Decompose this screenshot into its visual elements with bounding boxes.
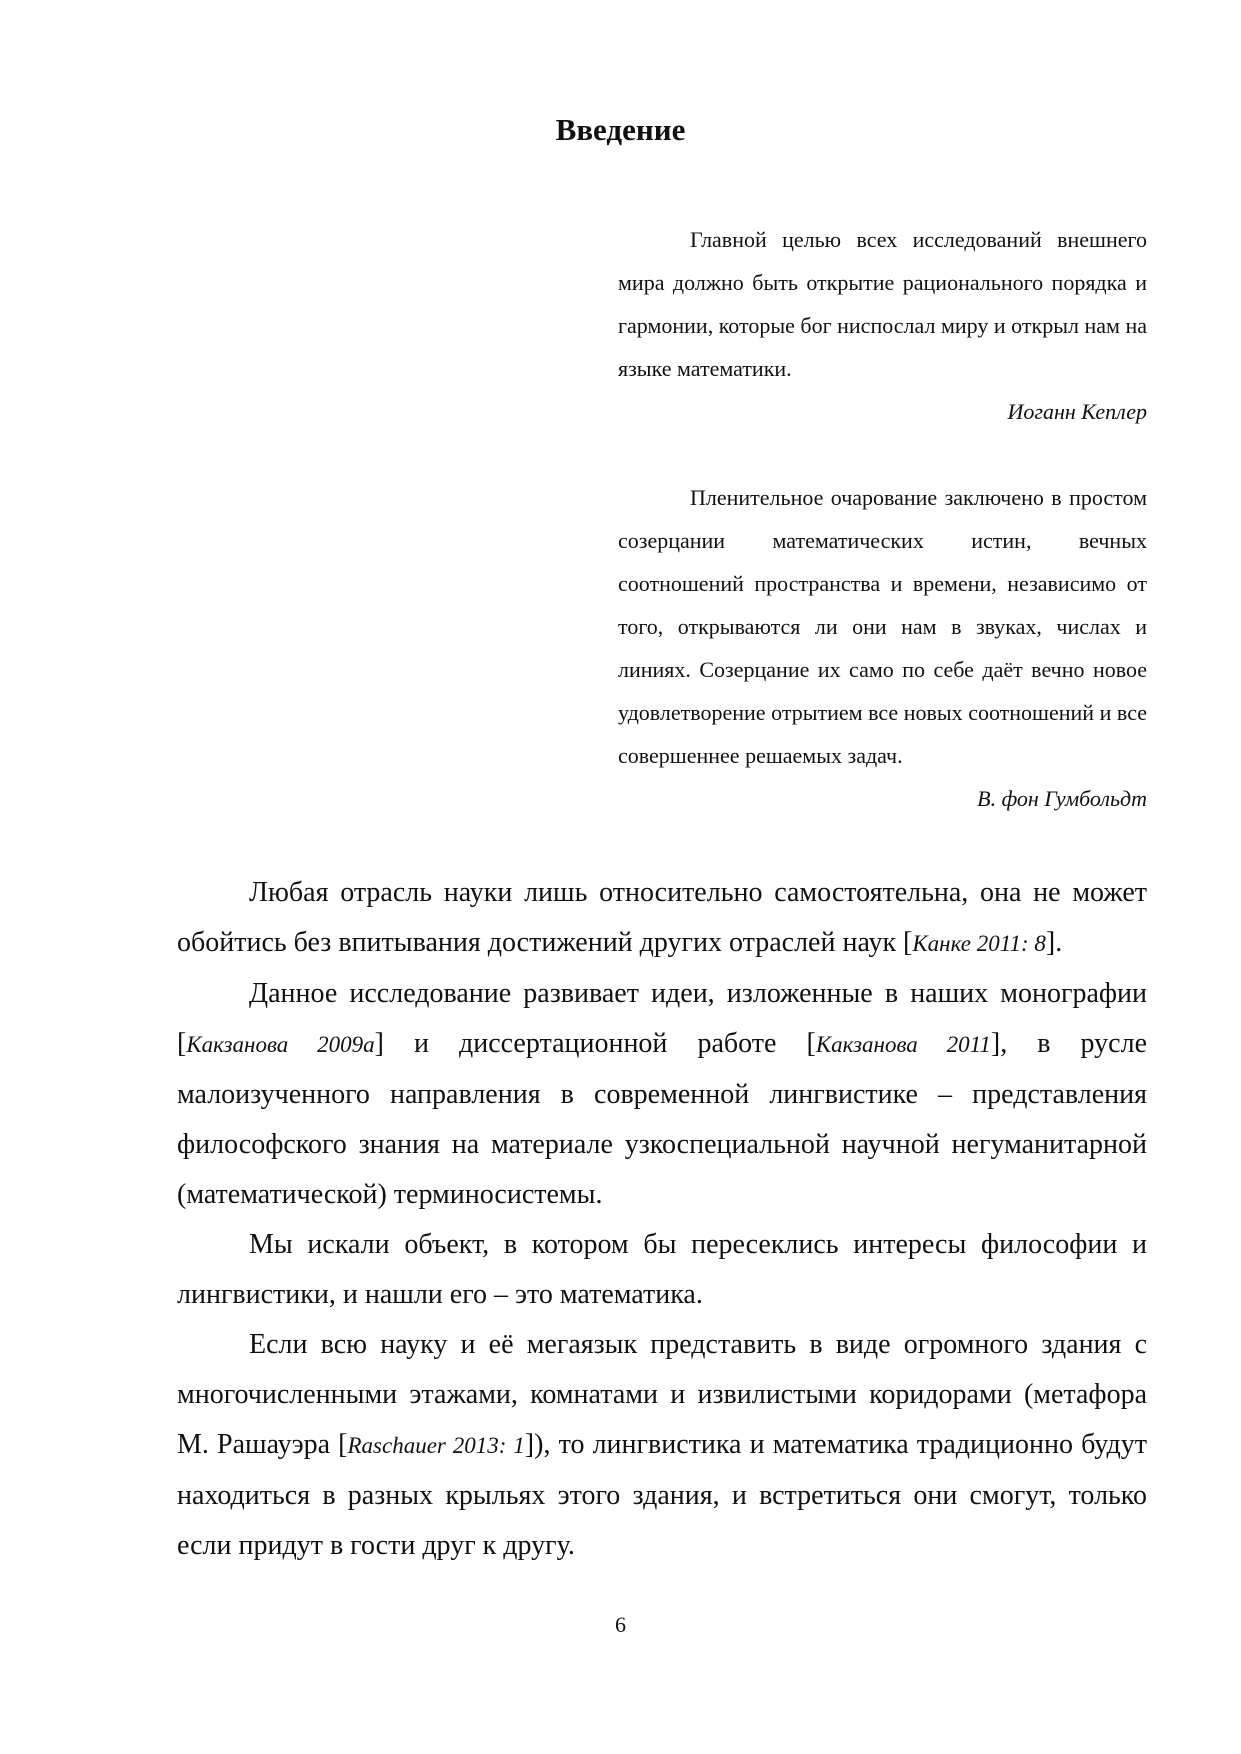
page-number: 6 [615,1612,626,1637]
epigraph-text: Пленительное очарование заключено в простом созерцании математических истин, вечных соотношений пространства и времени, независимо от того, открываются ли они нам в звуках, числах и линиях. Созерцание их само по себе даёт вечно новое удовлетворение отрытием все новых соотношений и все совершеннее решаемых задач. [618,485,1147,768]
epigraph-text: Главной целью всех исследований внешнего мира должно быть открытие рационального порядка и гармонии, которые бог ниспослал миру и открыл нам на языке математики. [618,227,1147,381]
paragraph-text: ], в русле малоизученного направления в современной лингвистике – представления философского знания на материале узкоспециальной научной негуманитарной (математической) терминосистемы. [177,1028,1147,1210]
epigraph-humboldt [618,476,1147,820]
paragraph [177,1220,1147,1320]
paragraph-text: Если всю науку и её мегаязык представить в виде огромного здания с многочисленными этажами, комнатами и извилистыми коридорами (метафора М. Рашауэра [ [177,1329,1147,1460]
paragraph-text: ] и диссертационной работе [ [374,1028,816,1059]
paragraph-text: Данное исследование развивает идеи, изложенные в наших монографии [ [177,978,1147,1059]
epigraph-author: Иоганн Кеплер [1007,399,1147,424]
main-text [177,868,1147,1571]
page-title: Введение [555,112,686,147]
citation: Какзанова 2011 [815,1032,991,1057]
citation: Какзанова 2009а [186,1032,375,1057]
paragraph-text: ]. [1045,927,1063,958]
epigraph-author: В. фон Гумбольдт [977,786,1147,811]
paragraph-text: Мы искали объект, в котором бы пересеклись интересы философии и лингвистики, и нашли его – это математика. [177,1229,1147,1310]
epigraph-kepler [618,218,1147,433]
paragraph [177,969,1147,1220]
paragraph-text: Любая отрасль науки лишь относительно самостоятельна, она не может обойтись без впитывания достижений других отраслей наук [ [177,877,1147,958]
citation: Raschauer 2013: 1 [347,1433,525,1458]
paragraph [177,868,1147,969]
paragraph [177,1320,1147,1571]
paragraph-text: ]), то лингвистика и математика традиционно будут находиться в разных крыльях этого здания, и встретиться они смогут, только если придут в гости друг к другу. [177,1429,1147,1561]
citation: Канке 2011: 8 [912,931,1046,956]
